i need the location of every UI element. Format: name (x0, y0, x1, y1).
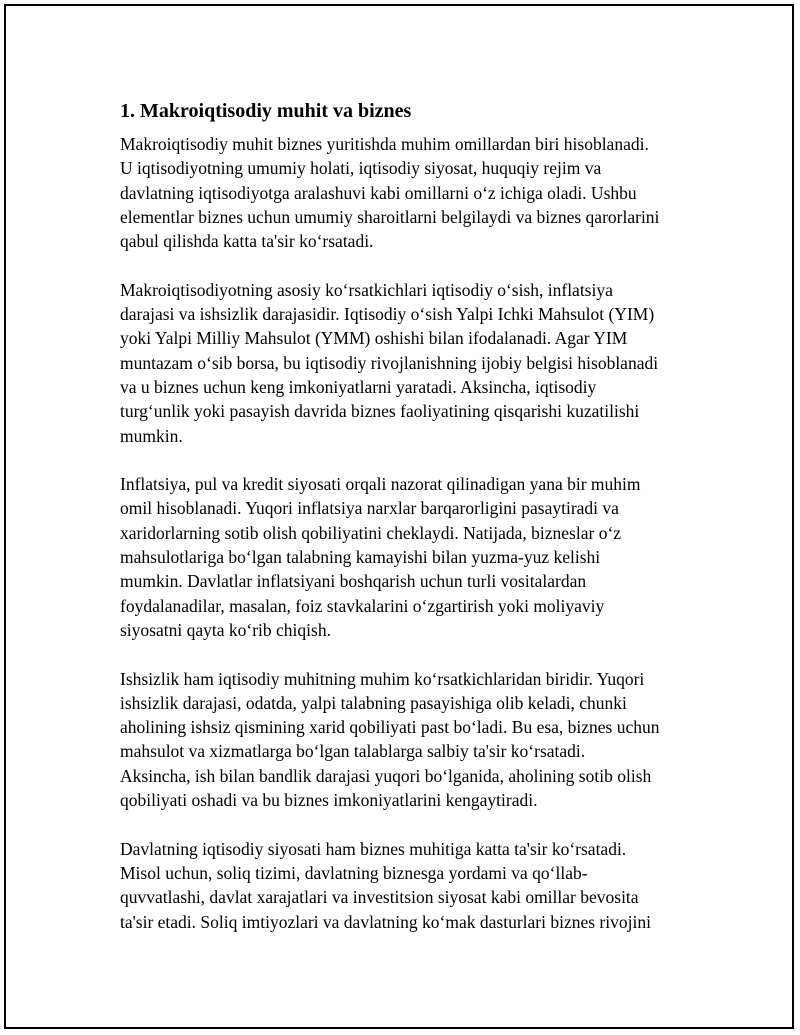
paragraph-unemployment: Ishsizlik ham iqtisodiy muhitning muhim ko‘rsatkichlaridan biridir. Yuqori ishsizlik darajasi, odatda, yalpi talabning pasayishiga olib keladi, chunki aholining ishsiz qismining xarid qobiliyati past bo‘ladi. Bu esa, biznes uchun mahsulot va xizmatlarga bo‘lgan talablarga salbiy ta'sir ko‘rsatadi. Aksincha, ish bilan bandlik darajasi yuqori bo‘lganida, aholining sotib olish qobiliyati oshadi va bu biznes imkoniyatlarini kengaytiradi. (120, 668, 660, 811)
section-heading: 1. Makroiqtisodiy muhit va biznes (120, 100, 412, 122)
document-page (4, 4, 794, 1029)
document-body (120, 98, 710, 958)
paragraph-inflation: Inflatsiya, pul va kredit siyosati orqali nazorat qilinadigan yana bir muhim omil hisoblanadi. Yuqori inflatsiya narxlar barqarorligini pasaytiradi va xaridorlarning sotib olish qobiliyatini cheklaydi. Natijada, bizneslar o‘z mahsulotlariga bo‘lgan talabning kamayishi bilan yuzma-yuz kelishi mumkin. Davlatlar inflatsiyani boshqarish uchun turli vositalardan foydalanadilar, masalan, foiz stavkalarini o‘zgartirish yoki moliyaviy siyosatni qayta ko‘rib chiqish. (120, 474, 641, 640)
paragraph-economic-policy: Davlatning iqtisodiy siyosati ham biznes muhitiga katta ta'sir ko‘rsatadi. Misol uchun, soliq tizimi, davlatning biznesga yordami va qo‘llab- quvvatlashi, davlat xarajatlari va investitsion siyosat kabi omillar bevosita ta'sir etadi. Soliq imtiyozlari va davlatning ko‘mak dasturlari biznes rivojini (120, 838, 651, 932)
paragraph-macro-environment: Makroiqtisodiy muhit biznes yuritishda muhim omillardan biri hisoblanadi. U iqtisodiyotning umumiy holati, iqtisodiy siyosat, huquqiy rejim va davlatning iqtisodiyotga aralashuvi kabi omillarni o‘z ichiga oladi. Ushbu elementlar biznes uchun umumiy sharoitlarni belgilaydi va biznes qarorlarini qabul qilishda katta ta'sir ko‘rsatadi. (120, 134, 660, 252)
paragraph-economic-indicators: Makroiqtisodiyotning asosiy ko‘rsatkichlari iqtisodiy o‘sish, inflatsiya darajasi va ishsizlik darajasidir. Iqtisodiy o‘sish Yalpi Ichki Mahsulot (YIM) yoki Yalpi Milliy Mahsulot (YMM) oshishi bilan ifodalanadi. Agar YIM muntazam o‘sib borsa, bu iqtisodiy rivojlanishning ijobiy belgisi hisoblanadi va u biznes uchun keng imkoniyatlarni yaratadi. Aksincha, iqtisodiy turg‘unlik yoki pasayish davrida biznes faoliyatining qisqarishi kuzatilishi mumkin. (120, 279, 659, 446)
